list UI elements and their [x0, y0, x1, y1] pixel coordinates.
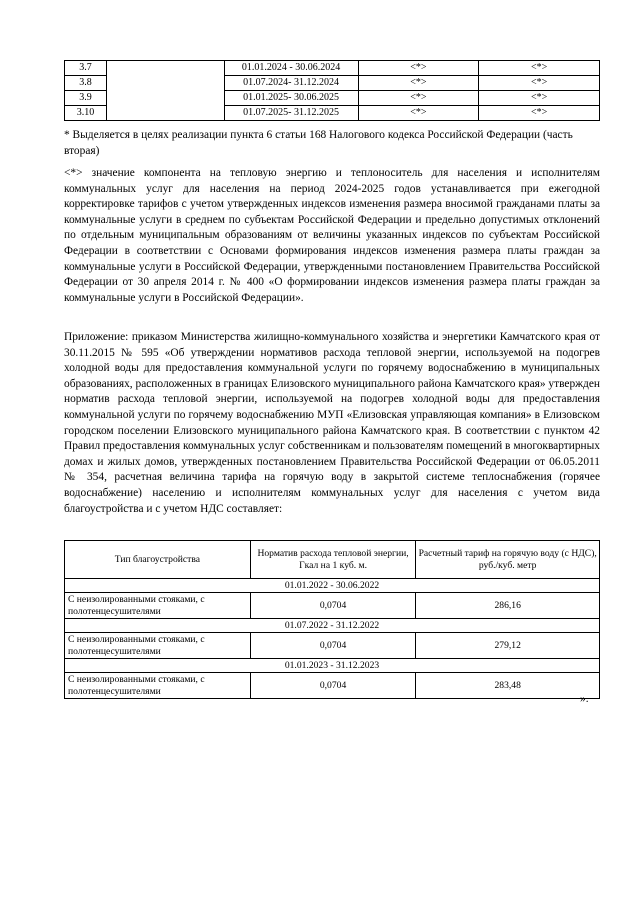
norm-value: 0,0704 [250, 673, 416, 699]
value-cell: <*> [479, 76, 600, 91]
column-header: Расчетный тариф на горячую воду (с НДС), руб./куб. метр [416, 541, 600, 579]
row-number: 3.7 [65, 61, 107, 76]
improvement-type: С неизолированными стояками, с полотенцесушителями [65, 593, 251, 619]
tariff-periods-table [64, 60, 600, 121]
value-cell: <*> [479, 61, 600, 76]
row-number: 3.8 [65, 76, 107, 91]
norm-value: 0,0704 [250, 593, 416, 619]
column-header: Норматив расхода тепловой энергии, Гкал на 1 куб. м. [250, 541, 416, 579]
table-row [65, 61, 600, 76]
value-cell: <*> [479, 91, 600, 106]
period-row [65, 579, 600, 593]
tariff-value: 286,16 [416, 593, 600, 619]
period-label: 01.01.2022 - 30.06.2022 [65, 579, 600, 593]
value-cell: <*> [358, 61, 479, 76]
tariff-value: 279,12 [416, 633, 600, 659]
table-row [65, 673, 600, 699]
table-header-row [65, 541, 600, 579]
value-cell: <*> [358, 76, 479, 91]
table-row [65, 593, 600, 619]
period-label: 01.01.2023 - 31.12.2023 [65, 659, 600, 673]
row-number: 3.9 [65, 91, 107, 106]
empty-cell [106, 61, 224, 121]
value-cell: <*> [479, 106, 600, 121]
improvement-type: С неизолированными стояками, с полотенцесушителями [65, 633, 251, 659]
hot-water-tariff-table [64, 540, 600, 699]
improvement-type: С неизолированными стояками, с полотенцесушителями [65, 673, 251, 699]
period-row [65, 659, 600, 673]
period-cell: 01.07.2024- 31.12.2024 [224, 76, 358, 91]
period-label: 01.07.2022 - 31.12.2022 [65, 619, 600, 633]
appendix-paragraph: Приложение: приказом Министерства жилищно-коммунального хозяйства и энергетики Камчатского края от 30.11.2015 № 595 «Об утверждении нормативов расхода тепловой энергии, используемой на подогрев холодной воды для предоставления коммунальной услуги по горячему водоснабжению в муниципальных образованиях, расположенных в границах Елизовского муниципального района Камчатского края» утвержден норматив расхода тепловой энергии, используемой на подогрев холодной воды для предоставления коммунальной услуги по горячему водоснабжению МУП «Елизовская управляющая компания» в Елизовском городском поселении Елизовского муниципального района Камчатского края. В соответствии с пунктом 42 Правил предоставления коммунальных услуг собственникам и пользователям помещений в многоквартирных домах и жилых домов, утвержденных постановлением Правительства Российской Федерации от 06.05.2011 № 354, расчетная величина тарифа на горячую воду в закрытой системе теплоснабжения (горячее водоснабжение) населению и исполнителям коммунальных услуг для населения с учетом вида благоустройства и с учетом НДС составляет: [64, 331, 600, 515]
norm-value: 0,0704 [250, 633, 416, 659]
value-cell: <*> [358, 91, 479, 106]
value-cell: <*> [358, 106, 479, 121]
period-cell: 01.01.2025- 30.06.2025 [224, 91, 358, 106]
tariff-value: 283,48 [416, 673, 600, 699]
closing-quote: ». [580, 693, 589, 705]
period-cell: 01.01.2024 - 30.06.2024 [224, 61, 358, 76]
note-paragraph: <*> значение компонента на тепловую энергию и теплоноситель для населения и исполнителям коммунальных услуг для населения на период 2024-2025 годов устанавливается при ежегодной корректировке тарифов с учетом утвержденных индексов изменения размера вносимой гражданами платы за коммунальные услуги в среднем по субъектам Российской Федерации и предельно допустимых отклонений по отдельным муниципальным образованиям от величины указанных индексов по субъектам Российской Федерации в соответствии с Основами формирования индексов изменения размера платы граждан за коммунальные услуги в Российской Федерации, утвержденными постановлением Правительства Российской Федерации от 30 апреля 2014 г. № 400 «О формировании индексов изменения размера платы граждан за коммунальные услуги в Российской Федерации». [64, 167, 600, 304]
period-row [65, 619, 600, 633]
period-cell: 01.07.2025- 31.12.2025 [224, 106, 358, 121]
footnote: * Выделяется в целях реализации пункта 6 статьи 168 Налогового кодекса Российской Федерации (часть вторая) [64, 129, 573, 157]
column-header: Тип благоустройства [65, 541, 251, 579]
row-number: 3.10 [65, 106, 107, 121]
table-row [65, 633, 600, 659]
